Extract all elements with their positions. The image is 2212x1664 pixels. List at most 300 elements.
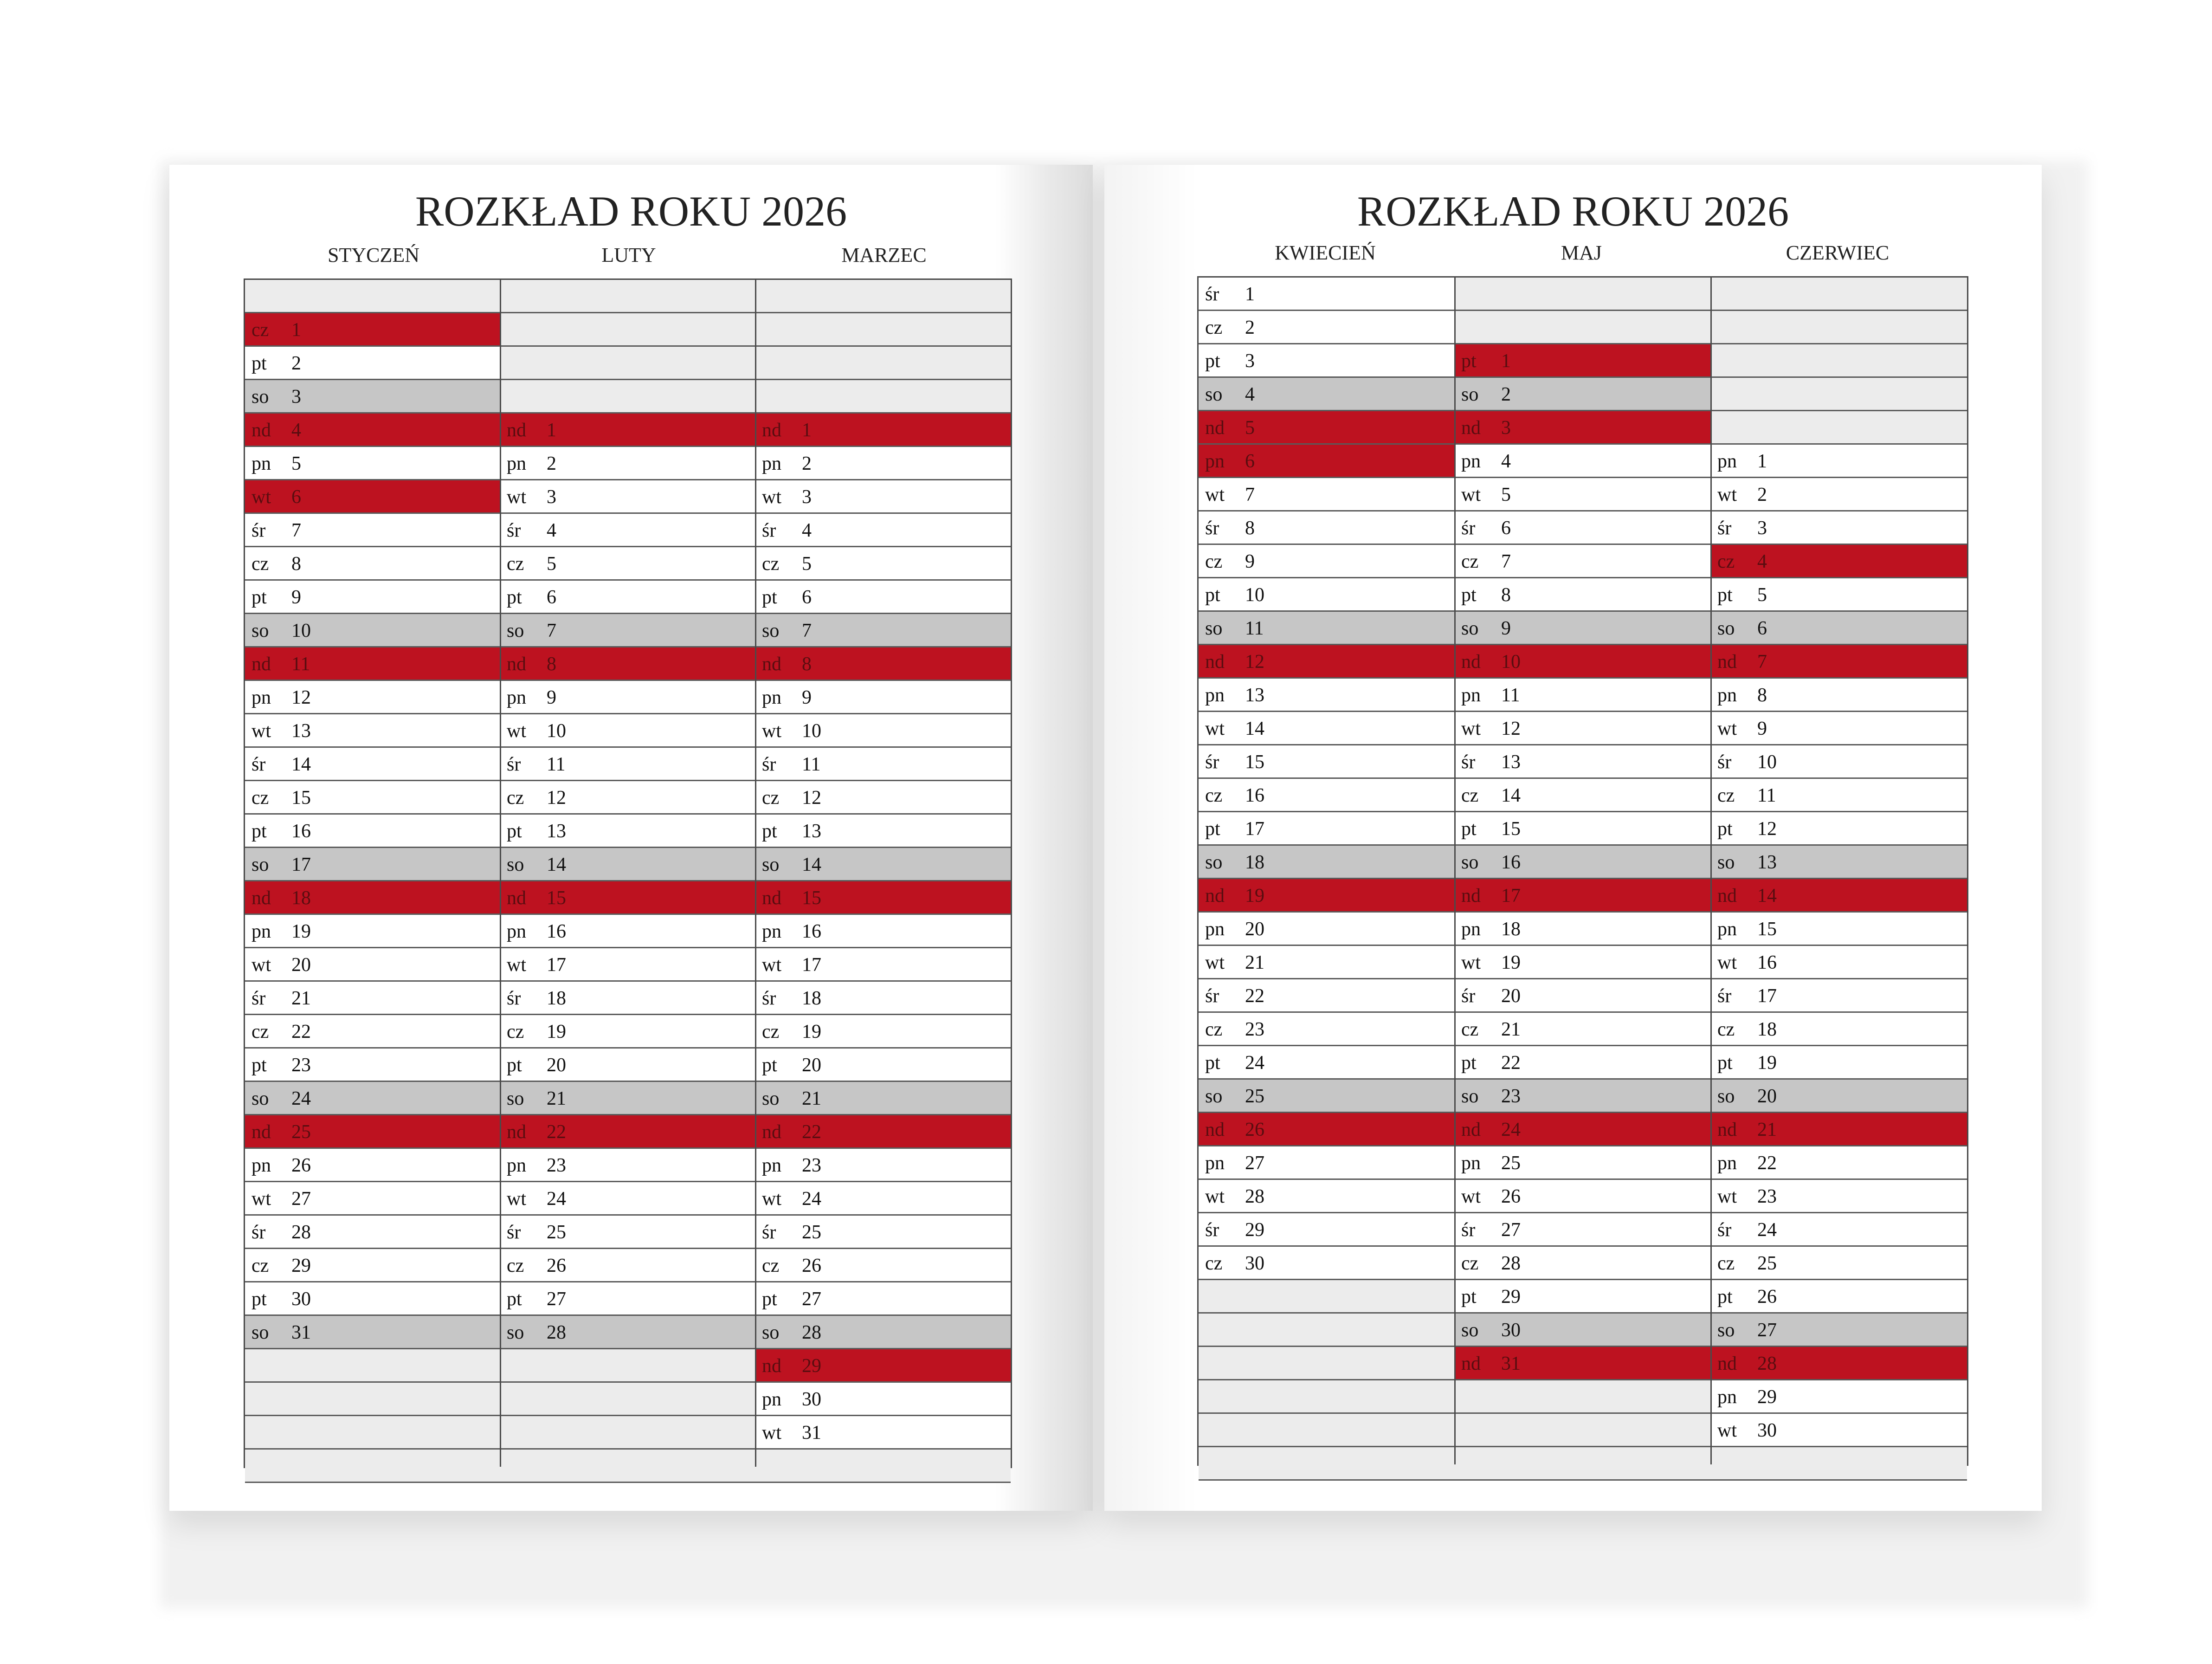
day-number: 29 [802,1355,821,1377]
weekday-label: pn [1717,1386,1737,1408]
weekday-label: nd [1205,651,1225,673]
day-number: 8 [802,654,812,675]
day-number: 24 [1245,1052,1264,1074]
weekday-label: cz [762,787,780,809]
weekday-label: nd [1717,1353,1737,1374]
weekday-label: nd [1461,651,1481,673]
weekday-label: wt [762,1188,781,1210]
day-number: 2 [802,453,812,474]
day-row [755,815,1011,848]
day-number: 21 [547,1088,566,1109]
weekday-label: pt [252,587,267,608]
day-row [500,1249,755,1282]
day-row [755,1316,1011,1349]
day-number: 5 [802,553,812,575]
day-number: 18 [291,887,311,909]
day-number: 2 [547,453,556,474]
day-number: 29 [291,1255,311,1276]
day-number: 10 [547,720,566,742]
weekday-label: so [1205,852,1223,873]
weekday-label: wt [507,486,526,508]
weekday-label: cz [1205,785,1223,806]
weekday-label: śr [252,520,266,541]
day-row [1199,946,1455,979]
day-row [1199,979,1455,1013]
day-number: 24 [1501,1119,1521,1140]
day-row [1455,1347,1711,1380]
weekday-label: pt [1205,1052,1220,1074]
day-number: 15 [291,787,311,809]
weekday-label: śr [1461,1219,1476,1241]
day-number: 8 [547,654,556,675]
day-number: 7 [1757,651,1767,673]
day-row [500,848,755,881]
day-row [245,748,500,781]
day-row [245,915,500,948]
day-row [245,948,500,982]
day-row [1455,545,1711,578]
day-number: 13 [1245,685,1264,706]
day-number: 23 [547,1155,566,1176]
day-row [500,714,755,748]
day-number: 16 [1245,785,1264,806]
weekday-label: cz [762,1255,780,1276]
day-row [1711,1213,1967,1247]
page-title: ROZKŁAD ROKU 2026 [1357,188,1789,235]
day-row [500,881,755,915]
day-row [245,1015,500,1049]
weekday-label: nd [1717,885,1737,906]
empty-row [245,1450,500,1483]
day-row [755,1282,1011,1316]
empty-row [500,280,755,313]
weekday-label: śr [762,988,776,1009]
day-row [1199,745,1455,779]
day-row [500,1049,755,1082]
weekday-label: cz [1461,551,1479,572]
empty-row [755,280,1011,313]
day-row [1455,1247,1711,1280]
empty-row [755,380,1011,414]
day-number: 23 [291,1055,311,1076]
month-column [245,280,500,1467]
day-number: 4 [1245,384,1255,405]
weekday-label: so [1205,1086,1223,1107]
day-number: 30 [1501,1320,1521,1341]
day-row [1455,679,1711,712]
weekday-label: so [507,854,524,875]
weekday-label: so [507,620,524,641]
day-row [500,1182,755,1216]
day-row [1455,812,1711,846]
empty-row [1455,1380,1711,1414]
day-row [755,414,1011,447]
day-row [1711,1380,1967,1414]
empty-row [1711,411,1967,445]
day-number: 10 [802,720,821,742]
day-number: 5 [1245,417,1255,439]
day-row [500,681,755,714]
weekday-label: cz [1461,1253,1479,1274]
day-row [245,1115,500,1149]
weekday-label: pn [507,453,526,474]
day-number: 22 [291,1021,311,1042]
day-row [1455,445,1711,478]
day-number: 1 [802,420,812,441]
right-page-gutter [1104,165,1197,1511]
day-number: 25 [1501,1152,1521,1174]
day-row [1199,779,1455,812]
day-number: 15 [1501,818,1521,840]
day-row [1199,913,1455,946]
day-number: 30 [1757,1420,1777,1441]
day-number: 9 [802,687,812,708]
day-number: 5 [1501,484,1511,505]
column-divider [500,280,501,1467]
day-number: 3 [1757,518,1767,539]
day-row [1711,846,1967,879]
day-number: 22 [802,1121,821,1143]
weekday-label: śr [507,988,521,1009]
day-number: 11 [802,754,821,775]
weekday-label: śr [1205,985,1219,1007]
weekday-label: śr [1461,751,1476,773]
day-row [500,414,755,447]
weekday-label: pt [1461,1286,1477,1308]
empty-row [500,1383,755,1416]
weekday-label: nd [762,420,781,441]
day-row [755,848,1011,881]
weekday-label: wt [1717,484,1737,505]
weekday-label: cz [1717,1253,1735,1274]
day-row [755,480,1011,514]
weekday-label: pn [1461,919,1481,940]
weekday-label: wt [1461,1186,1481,1207]
column-divider [1454,278,1456,1464]
weekday-label: pt [1461,350,1477,372]
day-row [1711,712,1967,745]
weekday-label: pt [1461,818,1477,840]
weekday-label: cz [1205,317,1223,338]
day-number: 26 [547,1255,566,1276]
day-row [1711,1180,1967,1213]
weekday-label: cz [1461,785,1479,806]
day-row [500,1282,755,1316]
day-row [1199,1213,1455,1247]
day-row [1199,1146,1455,1180]
day-row [1455,1146,1711,1180]
weekday-label: nd [1461,885,1481,906]
day-number: 24 [802,1188,821,1210]
empty-row [1455,278,1711,311]
empty-row [500,347,755,380]
day-row [755,1349,1011,1383]
day-row [1455,612,1711,645]
day-number: 7 [1245,484,1255,505]
day-row [245,1249,500,1282]
day-number: 23 [1501,1086,1521,1107]
day-row [1199,879,1455,913]
weekday-label: wt [1461,952,1481,973]
day-number: 2 [1245,317,1255,338]
day-number: 28 [547,1322,566,1343]
day-number: 11 [1501,685,1520,706]
day-row [755,781,1011,815]
day-number: 17 [802,954,821,976]
weekday-label: cz [252,553,269,575]
day-row [1455,411,1711,445]
day-number: 11 [291,654,310,675]
day-row [1711,946,1967,979]
day-number: 15 [1757,919,1777,940]
day-row [1199,712,1455,745]
empty-row [245,1416,500,1450]
day-number: 17 [1757,985,1777,1007]
weekday-label: wt [252,486,271,508]
day-row [245,547,500,581]
day-row [755,714,1011,748]
weekday-label: pn [252,453,271,474]
day-number: 22 [1501,1052,1521,1074]
weekday-label: cz [1717,1019,1735,1040]
weekday-label: pt [252,1288,267,1310]
weekday-label: cz [507,553,524,575]
day-number: 8 [1501,584,1511,606]
day-row [245,781,500,815]
day-number: 2 [1501,384,1511,405]
day-row [245,380,500,414]
month-column [1199,278,1455,1464]
weekday-label: so [507,1088,524,1109]
day-number: 5 [547,553,556,575]
empty-row [755,313,1011,347]
day-number: 21 [802,1088,821,1109]
weekday-label: wt [1205,484,1225,505]
day-number: 12 [1245,651,1264,673]
day-number: 29 [1245,1219,1264,1241]
day-row [1199,578,1455,612]
day-number: 4 [802,520,812,541]
day-number: 28 [1245,1186,1264,1207]
day-row [1455,1113,1711,1146]
day-row [755,948,1011,982]
day-number: 29 [1757,1386,1777,1408]
weekday-label: pt [1205,350,1220,372]
day-number: 26 [1245,1119,1264,1140]
day-number: 23 [1757,1186,1777,1207]
day-number: 23 [802,1155,821,1176]
day-number: 25 [802,1222,821,1243]
weekday-label: nd [507,887,526,909]
day-number: 12 [291,687,311,708]
weekday-label: pt [762,1055,777,1076]
day-row [500,781,755,815]
weekday-label: nd [762,1121,781,1143]
day-number: 20 [1245,919,1264,940]
empty-row [500,313,755,347]
month-header-kwiecien: KWIECIEŃ [1275,241,1376,264]
day-row [1455,712,1711,745]
day-row [1455,512,1711,545]
empty-row [245,1349,500,1383]
holiday-row [245,313,500,347]
day-row [500,1015,755,1049]
day-number: 6 [1501,518,1511,539]
weekday-label: pn [1717,451,1737,472]
day-number: 6 [547,587,556,608]
weekday-label: so [1205,384,1223,405]
day-number: 9 [1757,718,1767,739]
day-number: 26 [1501,1186,1521,1207]
day-number: 7 [1501,551,1511,572]
day-number: 9 [1245,551,1255,572]
weekday-label: wt [1205,1186,1225,1207]
weekday-label: cz [1461,1019,1479,1040]
day-row [500,1149,755,1182]
day-number: 19 [547,1021,566,1042]
month-column [755,280,1011,1467]
day-row [755,1416,1011,1450]
day-number: 9 [547,687,556,708]
empty-row [245,280,500,313]
weekday-label: nd [762,1355,781,1377]
day-row [1199,278,1455,311]
empty-row [1455,1414,1711,1447]
day-number: 28 [1501,1253,1521,1274]
day-number: 20 [1757,1086,1777,1107]
day-number: 6 [802,587,812,608]
day-number: 19 [1501,952,1521,973]
day-number: 13 [802,821,821,842]
month-column [1711,278,1967,1464]
day-row [500,647,755,681]
empty-row [500,1450,755,1483]
day-number: 22 [1757,1152,1777,1174]
day-row [1199,1247,1455,1280]
right-page [1104,165,2042,1511]
weekday-label: cz [762,1021,780,1042]
weekday-label: śr [1717,985,1732,1007]
day-number: 17 [547,954,566,976]
day-row [1455,779,1711,812]
weekday-label: pt [1461,584,1477,606]
day-number: 11 [1245,618,1264,639]
day-number: 2 [1757,484,1767,505]
weekday-label: so [1717,852,1735,873]
day-number: 25 [291,1121,311,1143]
day-number: 5 [1757,584,1767,606]
weekday-label: pt [252,1055,267,1076]
weekday-label: pn [1461,685,1481,706]
day-row [1455,1280,1711,1314]
day-number: 13 [547,821,566,842]
day-row [755,681,1011,714]
empty-row [1199,1314,1455,1347]
day-number: 29 [1501,1286,1521,1308]
day-number: 13 [291,720,311,742]
weekday-label: cz [252,1021,269,1042]
day-row [1711,1080,1967,1113]
weekday-label: cz [1717,785,1735,806]
month-header-luty: LUTY [601,244,656,266]
day-number: 16 [547,921,566,942]
weekday-label: wt [252,1188,271,1210]
day-row [245,1082,500,1115]
day-number: 27 [291,1188,311,1210]
empty-row [1711,278,1967,311]
weekday-label: śr [507,754,521,775]
weekday-label: śr [252,988,266,1009]
day-number: 3 [802,486,812,508]
day-row [755,982,1011,1015]
weekday-label: wt [762,486,781,508]
day-row [755,581,1011,614]
weekday-label: wt [762,954,781,976]
weekday-label: pn [1461,1152,1481,1174]
day-number: 16 [1501,852,1521,873]
day-number: 4 [1501,451,1511,472]
weekday-label: śr [507,1222,521,1243]
weekday-label: śr [762,754,776,775]
day-number: 1 [1757,451,1767,472]
empty-row [500,380,755,414]
month-header-maj: MAJ [1561,241,1602,264]
weekday-label: pn [1717,919,1737,940]
weekday-label: pn [507,1155,526,1176]
day-row [245,1182,500,1216]
day-number: 17 [291,854,311,875]
day-number: 21 [1757,1119,1777,1140]
weekday-label: nd [507,654,526,675]
day-number: 1 [547,420,556,441]
day-number: 31 [291,1322,311,1343]
day-number: 22 [1245,985,1264,1007]
day-number: 20 [1501,985,1521,1007]
weekday-label: pn [1205,685,1225,706]
day-row [500,547,755,581]
day-number: 4 [547,520,556,541]
left-page [169,165,1093,1511]
empty-row [1711,378,1967,411]
calendar-grid-q1 [244,278,1012,1468]
empty-row [1455,311,1711,344]
weekday-label: pt [762,587,777,608]
day-row [755,614,1011,647]
day-number: 26 [291,1155,311,1176]
day-row [1711,1280,1967,1314]
day-number: 12 [802,787,821,809]
weekday-label: nd [1717,1119,1737,1140]
weekday-label: nd [762,887,781,909]
weekday-label: wt [252,954,271,976]
day-number: 7 [291,520,301,541]
day-row [500,514,755,547]
day-number: 24 [291,1088,311,1109]
weekday-label: pn [252,687,271,708]
holiday-row [1711,545,1967,578]
day-number: 24 [1757,1219,1777,1241]
weekday-label: so [1205,618,1223,639]
day-number: 15 [547,887,566,909]
day-row [1711,578,1967,612]
empty-row [1199,1347,1455,1380]
weekday-label: so [1717,1086,1735,1107]
day-number: 14 [547,854,566,875]
day-row [1199,411,1455,445]
day-number: 14 [1757,885,1777,906]
empty-row [1455,1447,1711,1481]
day-row [500,1115,755,1149]
